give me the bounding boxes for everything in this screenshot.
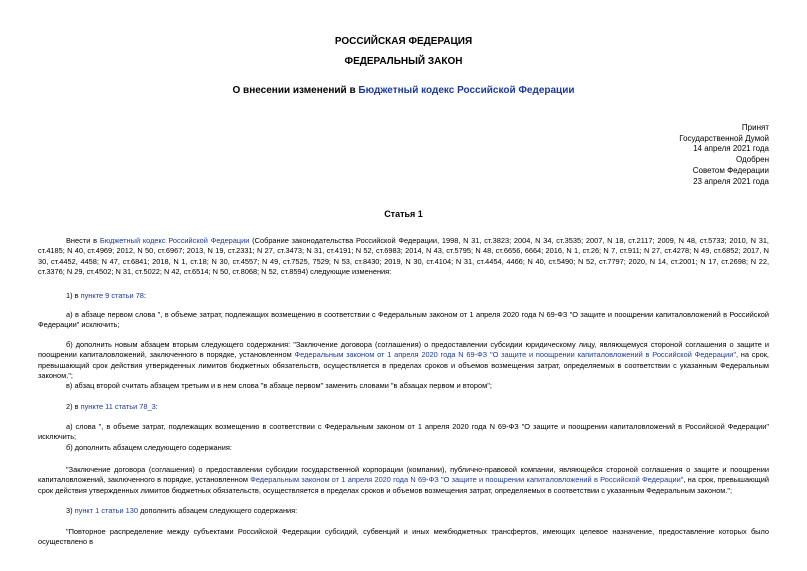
adoption-line: Государственной Думой	[679, 133, 769, 143]
text-fragment: 1) в	[66, 291, 81, 300]
law-title	[0, 85, 807, 97]
text-fragment: , на срок, превышающий срок действия утвержденных лимитов бюджетных обязательств, осуществляется в пределах сроков и объемов возмещения затрат, определяемых в соответствии с указанным Федеральным законом.";	[38, 475, 769, 495]
text-fragment: (Собрание законодательства Российской Федерации, 1998, N 31, ст.3823; 2004, N 34, ст.3535; 2007, N 18, ст.2117; 2009, N 48, ст.5733; 2010, N 31, ст.4185; N 40, ст.4969; 2012, N 50, ст.6967; 2013, N 19, ст.2331; N 27, ст.3473; N 31, ст.4191; N 52, ст.6983; 2014, N 43, ст.5795; N 48, ст.6656, 6664; 2016, N 1, ст.26; N 7, ст.911; N 27, ст.4278; N 49, ст.6852; 2017, N 30, ст.4452, 4458; N 47, ст.6841; 2018, N 1, ст.18; N 30, ст.4557; N 49, ст.7525, 7529; N 53, ст.8430; 2019, N 30, ст.4104; N 31, ст.4454, 4466; N 40, ст.5490; N 52, ст.7797; 2020, N 14, ст.2001; N 17, ст.2698; N 22, ст.3376; N 29, ст.4502; N 31, ст.5022; N 42, ст.6514; N 50, ст.8068; N 52, ст.8594) следующие изменения:	[38, 236, 769, 277]
item-2a-paragraph: а) слова ", в объеме затрат, подлежащих возмещению в соответствии с Федеральным законом от 1 апреля 2020 года N 69-ФЗ "О защите и поощрении капиталовложений в Российской Федерации" исключить;	[38, 422, 769, 442]
text-fragment: б) дополнить новым абзацем вторым следующего содержания: "Заключение договора (соглашения) о предоставлении субсидии юридическому лицу, являющемуся стороной соглашения о защите и поощрении капиталовложений, заключенного в порядке, установленном	[38, 340, 769, 360]
item-2b-quote-paragraph	[38, 465, 769, 496]
item-1a-paragraph: а) в абзаце первом слова ", в объеме затрат, подлежащих возмещению в соответствии с Федеральным законом от 1 апреля 2020 года N 69-ФЗ "О защите и поощрении капиталовложений в Российской Федерации" исключить;	[38, 310, 769, 330]
item-1c-paragraph: в) абзац второй считать абзацем третьим и в нем слова "в абзаце первом" заменить словами "в абзацах первом и втором";	[66, 381, 492, 390]
country-heading: РОССИЙСКАЯ ФЕДЕРАЦИЯ	[334, 36, 473, 47]
adoption-line: Советом Федерации	[692, 165, 769, 175]
item-1b-paragraph	[38, 340, 769, 382]
article-78-3-point-11-link[interactable]: пункте 11 статьи 78_3	[80, 402, 156, 411]
text-fragment: 2) в	[66, 402, 81, 411]
budget-code-link[interactable]: Бюджетный кодекс Российской Федерации	[99, 236, 250, 245]
budget-code-title-link[interactable]: Бюджетный кодекс Российской Федерации	[358, 85, 575, 96]
article-78-point-9-link[interactable]: пункте 9 статьи 78	[80, 291, 144, 300]
text-fragment: , на срок, превышающий срок действия утвержденных лимитов бюджетных обязательств, осуществляется в пределах сроков и объемов возмещения затрат, определяемых в соответствии с указанным Федеральным законом.";	[38, 350, 769, 381]
item-2-paragraph	[38, 402, 769, 412]
article-130-point-1-link[interactable]: пункт 1 статьи 130	[74, 506, 139, 515]
text-fragment: 3)	[66, 506, 75, 515]
article-heading: Статья 1	[384, 209, 423, 219]
text-fragment: "Заключение договора (соглашения) о предоставлении субсидии государственной корпорации (компании), публично-правовой компании, являющейся стороной соглашения о защите и поощрении капиталовложений, заключенного в порядке, установленном	[38, 465, 769, 485]
adoption-line: 14 апреля 2021 года	[693, 144, 769, 154]
text-fragment: дополнить абзацем следующего содержания:	[138, 506, 298, 515]
law-title-prefix: О внесении изменений в	[232, 85, 359, 96]
item-1-paragraph	[38, 291, 769, 301]
item-3-quote-paragraph: "Повторное распределение между субъектами Российской Федерации субсидий, субвенций и иных межбюджетных трансфертов, имеющих целевое назначение, предоставление которых было осуществлено в	[38, 527, 769, 547]
text-fragment: :	[155, 402, 158, 411]
adoption-line: Одобрен	[735, 155, 769, 165]
text-fragment: Внести в	[66, 236, 100, 245]
federal-law-69-link[interactable]: Федеральным законом от 1 апреля 2020 года N 69-ФЗ "О защите и поощрении капиталовложений в Российской Федерации"	[294, 350, 736, 360]
law-type-heading: ФЕДЕРАЛЬНЫЙ ЗАКОН	[344, 56, 463, 67]
item-2b-paragraph: б) дополнить абзацем следующего содержания:	[66, 443, 232, 452]
adoption-line: Принят	[741, 123, 769, 132]
intro-paragraph	[38, 236, 769, 278]
text-fragment: :	[143, 291, 146, 300]
federal-law-69-link[interactable]: Федеральным законом от 1 апреля 2020 года N 69-ФЗ "О защите и поощрении капиталовложений в Российской Федерации"	[250, 475, 684, 485]
adoption-block	[679, 123, 769, 187]
adoption-line: 23 апреля 2021 года	[693, 176, 769, 186]
item-3-paragraph	[38, 506, 769, 516]
